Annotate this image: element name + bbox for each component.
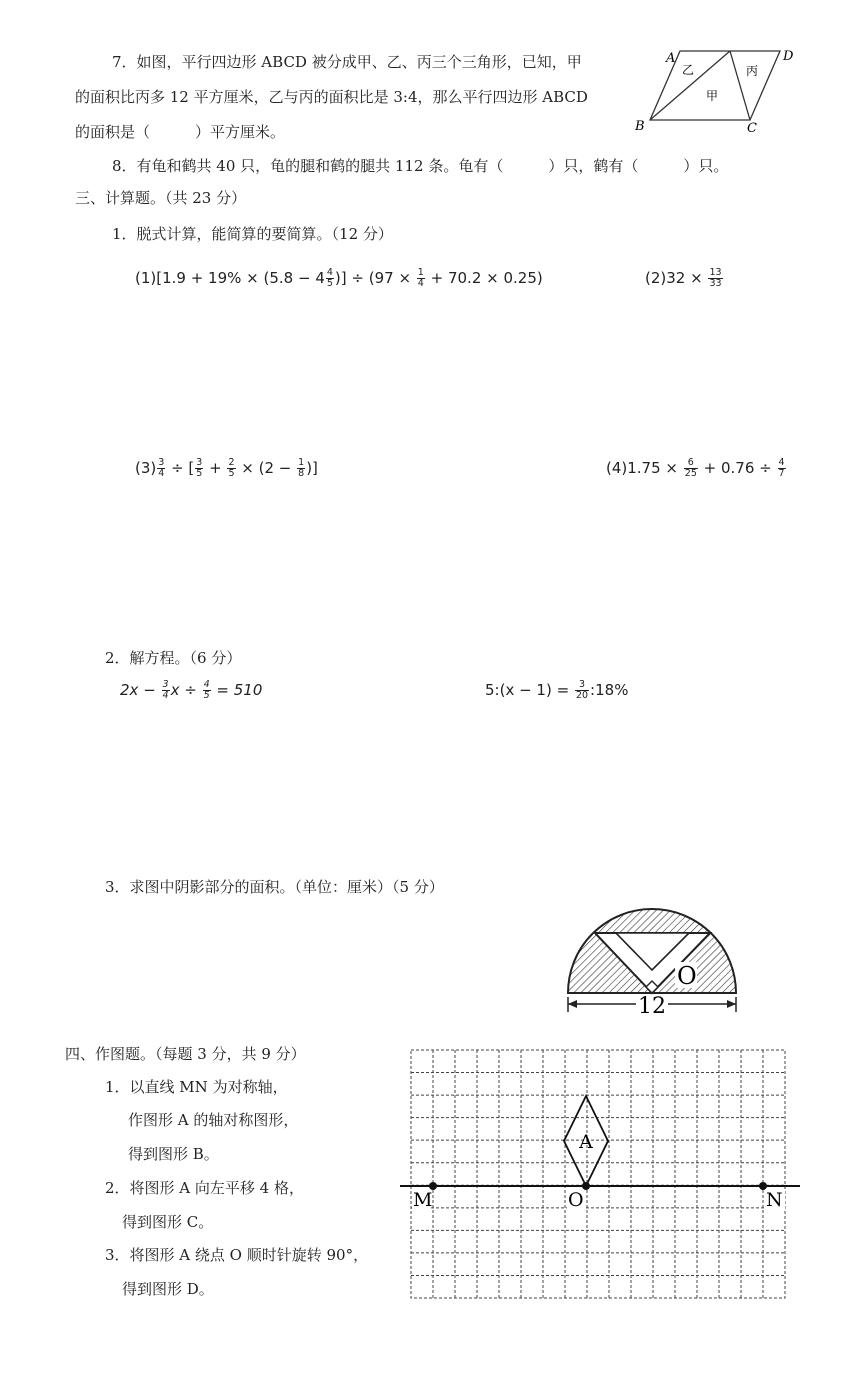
equation-2: 5:(x − 1) = $\frac{3}{20}$ :18%	[485, 679, 629, 701]
q7-line-1: 7．如图，平行四边形 ABCD 被分成甲、乙、丙三个三角形，已知，甲	[112, 53, 582, 71]
expression-3: (3) $\frac{3}{4}$ ÷ [ $\frac{3}{5}$ + $\frac{2}{5}$ × (2 − $\frac{1}{8}$ )]	[135, 457, 318, 479]
q7-line-2: 的面积比丙多 12 平方厘米，乙与丙的面积比是 3:4，那么平行四边形 ABCD	[75, 88, 588, 106]
shape-a-label: A	[579, 1131, 593, 1153]
vertex-b-label: B	[635, 119, 645, 134]
task-3-line-1: 3．将图形 A 绕点 O 顺时针旋转 90°，	[105, 1246, 369, 1264]
region-yi-label: 乙	[682, 63, 695, 77]
expression-1: (1)[1.9 + 19% × (5.8 − 4 $\frac{4}{5}$ )] ÷ (97 × $\frac{1}{4}$ + 70.2 × 0.25)	[135, 267, 543, 289]
region-jia-label: 甲	[706, 89, 719, 103]
center-o-label: O	[677, 962, 697, 990]
expression-1-label: (1)	[135, 269, 157, 287]
task-3-line-2: 得到图形 D。	[122, 1280, 214, 1298]
equation-1: 2x − $\frac{3}{4}$ x ÷ $\frac{4}{5}$ = 510	[120, 679, 263, 701]
n-label: N	[766, 1189, 783, 1211]
shaded-area-figure	[560, 900, 750, 1020]
task-1-line-1: 1．以直线 MN 为对称轴，	[105, 1078, 288, 1096]
task-1-line-3: 得到图形 B。	[128, 1145, 219, 1163]
task-2-line-1: 2．将图形 A 向左平移 4 格，	[105, 1179, 304, 1197]
parallelogram-figure	[630, 40, 800, 135]
task-1-line-2: 作图形 A 的轴对称图形，	[128, 1111, 299, 1129]
section-4-title: 四、作图题。（每题 3 分，共 9 分）	[65, 1045, 306, 1063]
task-2-line-2: 得到图形 C。	[122, 1213, 214, 1231]
o-label: O	[568, 1189, 584, 1211]
vertex-d-label: D	[783, 49, 794, 64]
region-bing-label: 丙	[746, 64, 759, 78]
part-2-title: 2．解方程。（6 分）	[105, 649, 242, 667]
m-label: M	[413, 1189, 433, 1211]
drawing-grid[interactable]	[398, 1040, 802, 1306]
q8-text: 8．有龟和鹤共 40 只，龟的腿和鹤的腿共 112 条。龟有（ ）只，鹤有（ ）只。	[112, 157, 729, 175]
part-3-title: 3．求图中阴影部分的面积。（单位：厘米）（5 分）	[105, 878, 444, 896]
vertex-a-label: A	[666, 51, 676, 66]
vertex-c-label: C	[747, 121, 757, 135]
section-3-title: 三、计算题。（共 23 分）	[75, 189, 247, 207]
q7-line-3: 的面积是（ ）平方厘米。	[75, 123, 286, 141]
expression-2: (2)32 × $\frac{13}{33}$	[645, 267, 722, 289]
expression-4: (4)1.75 × $\frac{6}{25}$ + 0.76 ÷ $\frac{4}{7}$	[606, 457, 785, 479]
part-1-title: 1．脱式计算，能简算的要简算。（12 分）	[112, 225, 393, 243]
diameter-label: 12	[638, 994, 666, 1019]
